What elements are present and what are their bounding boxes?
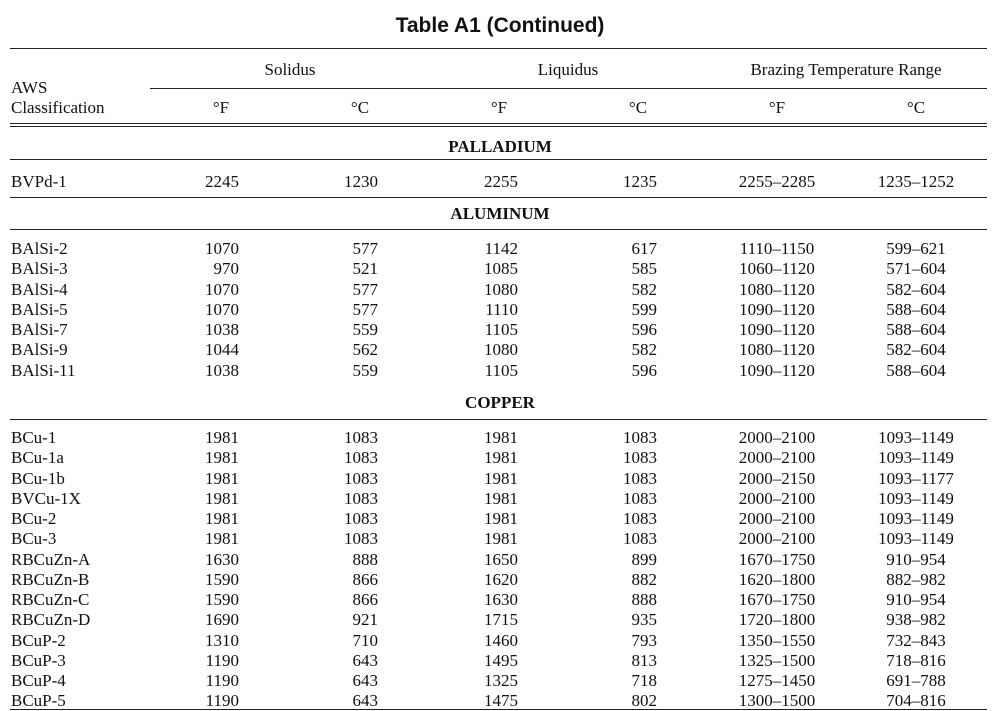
brazing-range-f-cell: 1090–1120 [739, 320, 815, 339]
liquidus-f-cell: 1105 [484, 360, 518, 380]
brazing-range-f-cell: 2000–2150 [738, 468, 816, 488]
liquidus-f-cell: 1981 [484, 428, 518, 447]
solidus-c-cell: 643 [352, 671, 378, 690]
brazing-range-c-cell: 1093–1149 [878, 488, 954, 508]
classification-cell: RBCuZn-B [11, 569, 90, 589]
brazing-range-c-cell: 882–982 [886, 569, 946, 589]
brazing-range-c-cell: 718–816 [886, 650, 946, 670]
brazing-range-c-cell: 599–621 [886, 239, 946, 258]
solidus-f-cell: 1038 [205, 360, 239, 380]
solidus-f-cell: 1190 [205, 691, 239, 711]
solidus-f-cell: 1630 [205, 549, 239, 569]
solidus-c-cell: 921 [352, 610, 378, 630]
brazing-range-f-cell: 2000–2100 [738, 509, 816, 528]
solidus-c-cell: 1083 [344, 428, 378, 447]
table-bottom-rule [10, 709, 987, 710]
liquidus-f-cell: 1981 [484, 468, 518, 488]
solidus-f-cell: 970 [213, 259, 239, 279]
brazing-range-f-cell: 2000–2100 [738, 448, 816, 468]
solidus-f-cell: 1044 [205, 340, 239, 360]
brazing-range-f-cell: 1620–1800 [738, 569, 816, 589]
solidus-c-cell: 562 [352, 340, 378, 360]
solidus-c-cell: 559 [352, 320, 378, 339]
solidus-f-cell: 2245 [205, 172, 239, 191]
classification-cell: BAlSi-11 [11, 360, 76, 380]
liquidus-f-cell: 1620 [484, 569, 518, 589]
liquidus-c-cell: 793 [631, 630, 657, 650]
brazing-range-f-cell: 1300–1500 [738, 691, 816, 711]
solidus-f-cell: 1070 [205, 299, 239, 319]
brazing-range-f-cell: 1090–1120 [739, 360, 815, 380]
brazing-range-f-cell: 1670–1750 [738, 590, 816, 609]
brazing-range-f-cell: 2000–2100 [738, 428, 816, 447]
brazing-range-f-cell: 2000–2100 [738, 529, 816, 549]
unit-header-brazing-c: °C [906, 98, 926, 117]
unit-header-liquidus-f: °F [490, 98, 508, 117]
classification-header-line-1: AWS [11, 78, 48, 97]
liquidus-f-cell: 1080 [484, 340, 518, 360]
classification-cell: BVPd-1 [11, 172, 67, 191]
section-title-aluminum: ALUMINUM [450, 204, 550, 223]
liquidus-c-cell: 888 [631, 590, 657, 609]
brazing-range-c-cell: 588–604 [886, 299, 946, 319]
solidus-c-cell: 521 [352, 259, 378, 279]
brazing-range-c-cell: 910–954 [886, 549, 946, 569]
liquidus-c-cell: 1083 [623, 428, 657, 447]
brazing-range-f-cell: 1080–1120 [739, 279, 815, 299]
brazing-range-c-cell: 910–954 [886, 590, 946, 609]
brazing-range-c-cell: 582–604 [886, 279, 946, 299]
brazing-range-f-cell: 1720–1800 [738, 610, 816, 630]
brazing-range-f-cell: 1670–1750 [738, 549, 816, 569]
classification-cell: RBCuZn-A [11, 549, 91, 569]
brazing-range-c-cell: 691–788 [886, 671, 946, 690]
solidus-c-cell: 866 [352, 569, 378, 589]
brazing-range-c-cell: 732–843 [886, 630, 946, 650]
rule-under-units-b [10, 126, 987, 127]
liquidus-c-cell: 599 [631, 299, 657, 319]
liquidus-f-cell: 1981 [484, 448, 518, 468]
classification-cell: RBCuZn-C [11, 590, 90, 609]
unit-header-brazing-f: °F [768, 98, 786, 117]
liquidus-c-cell: 899 [631, 549, 657, 569]
solidus-c-cell: 577 [352, 299, 378, 319]
brazing-range-f-cell: 2000–2100 [738, 488, 816, 508]
brazing-range-f-cell: 1350–1550 [738, 630, 816, 650]
solidus-c-cell: 866 [352, 590, 378, 609]
brazing-range-c-cell: 1093–1149 [878, 509, 954, 528]
section-rule-top-2 [10, 419, 987, 420]
classification-cell: BCu-1a [11, 448, 64, 468]
solidus-f-cell: 1981 [205, 448, 239, 468]
solidus-c-cell: 1230 [344, 172, 378, 191]
classification-cell: BCu-1 [11, 428, 57, 447]
rule-under-group-headers [150, 88, 987, 89]
classification-cell: RBCuZn-D [11, 610, 91, 630]
liquidus-c-cell: 582 [631, 340, 657, 360]
classification-cell: BAlSi-7 [11, 320, 68, 339]
brazing-range-f-cell: 1060–1120 [739, 259, 815, 279]
liquidus-c-cell: 813 [631, 650, 657, 670]
solidus-f-cell: 1070 [205, 239, 239, 258]
solidus-f-cell: 1190 [205, 650, 239, 670]
solidus-c-cell: 1083 [344, 488, 378, 508]
solidus-c-cell: 1083 [344, 468, 378, 488]
brazing-range-f-cell: 1090–1120 [739, 299, 815, 319]
liquidus-c-cell: 1235 [623, 172, 657, 191]
liquidus-f-cell: 1981 [484, 488, 518, 508]
liquidus-f-cell: 1630 [484, 590, 518, 609]
solidus-c-cell: 1083 [344, 448, 378, 468]
solidus-f-cell: 1981 [205, 428, 239, 447]
brazing-range-c-cell: 938–982 [886, 610, 946, 630]
classification-cell: BAlSi-9 [11, 340, 68, 360]
liquidus-c-cell: 596 [631, 320, 657, 339]
brazing-range-c-cell: 582–604 [886, 340, 946, 360]
brazing-range-c-cell: 1093–1177 [878, 468, 954, 488]
solidus-f-cell: 1981 [205, 509, 239, 528]
brazing-range-c-cell: 588–604 [886, 360, 946, 380]
solidus-c-cell: 643 [352, 650, 378, 670]
liquidus-c-cell: 1083 [623, 468, 657, 488]
liquidus-f-cell: 1981 [484, 529, 518, 549]
classification-cell: BAlSi-2 [11, 239, 68, 258]
solidus-c-cell: 577 [352, 279, 378, 299]
classification-cell: BCuP-2 [11, 630, 66, 650]
classification-cell: BAlSi-4 [11, 279, 68, 299]
liquidus-c-cell: 1083 [623, 448, 657, 468]
solidus-c-cell: 559 [352, 360, 378, 380]
solidus-f-cell: 1981 [205, 488, 239, 508]
liquidus-c-cell: 582 [631, 279, 657, 299]
liquidus-c-cell: 585 [631, 259, 657, 279]
table-title: Table A1 (Continued) [395, 14, 605, 37]
classification-cell: BCu-2 [11, 509, 57, 528]
liquidus-f-cell: 2255 [484, 172, 518, 191]
liquidus-c-cell: 1083 [623, 488, 657, 508]
liquidus-c-cell: 935 [631, 610, 657, 630]
classification-cell: BVCu-1X [11, 488, 81, 508]
unit-header-solidus-c: °C [350, 98, 370, 117]
liquidus-f-cell: 1325 [484, 671, 518, 690]
liquidus-f-cell: 1080 [484, 279, 518, 299]
solidus-f-cell: 1590 [205, 590, 239, 609]
liquidus-c-cell: 1083 [623, 529, 657, 549]
liquidus-c-cell: 802 [631, 691, 657, 711]
solidus-f-cell: 1690 [205, 610, 239, 630]
liquidus-f-cell: 1110 [485, 299, 518, 319]
brazing-range-c-cell: 1093–1149 [878, 529, 954, 549]
classification-cell: BAlSi-3 [11, 259, 68, 279]
solidus-f-cell: 1038 [205, 320, 239, 339]
solidus-f-cell: 1590 [205, 569, 239, 589]
solidus-c-cell: 1083 [344, 509, 378, 528]
solidus-c-cell: 888 [352, 549, 378, 569]
solidus-c-cell: 710 [352, 630, 378, 650]
liquidus-f-cell: 1475 [484, 691, 518, 711]
rule-under-title [10, 48, 987, 49]
unit-header-liquidus-c: °C [628, 98, 648, 117]
brazing-range-c-cell: 571–604 [886, 259, 946, 279]
liquidus-f-cell: 1105 [484, 320, 518, 339]
brazing-range-f-cell: 1110–1150 [739, 239, 815, 258]
liquidus-c-cell: 617 [631, 239, 657, 258]
liquidus-f-cell: 1650 [484, 549, 518, 569]
solidus-f-cell: 1981 [205, 529, 239, 549]
liquidus-f-cell: 1142 [484, 239, 518, 258]
liquidus-c-cell: 1083 [623, 509, 657, 528]
brazing-range-c-cell: 1093–1149 [878, 448, 954, 468]
brazing-range-f-cell: 1325–1500 [738, 650, 816, 670]
section-rule-bottom-0 [10, 197, 987, 198]
liquidus-f-cell: 1460 [484, 630, 518, 650]
classification-cell: BAlSi-5 [11, 299, 68, 319]
liquidus-f-cell: 1715 [484, 610, 518, 630]
classification-header-line-2: Classification [11, 98, 105, 117]
classification-cell: BCu-1b [11, 468, 65, 488]
rule-under-units-a [10, 123, 987, 124]
solidus-f-cell: 1190 [205, 671, 239, 690]
solidus-f-cell: 1310 [205, 630, 239, 650]
brazing-range-c-cell: 1093–1149 [878, 428, 954, 447]
liquidus-c-cell: 718 [631, 671, 657, 690]
section-rule-top-1 [10, 229, 987, 230]
section-title-palladium: PALLADIUM [448, 137, 552, 156]
brazing-range-c-cell: 704–816 [886, 691, 946, 711]
brazing-range-f-cell: 1275–1450 [738, 671, 816, 690]
section-title-copper: COPPER [465, 393, 535, 412]
brazing-range-c-cell: 1235–1252 [877, 172, 955, 191]
solidus-f-cell: 1981 [205, 468, 239, 488]
liquidus-c-cell: 882 [631, 569, 657, 589]
liquidus-header: Liquidus [537, 60, 599, 79]
solidus-f-cell: 1070 [205, 279, 239, 299]
liquidus-f-cell: 1085 [484, 259, 518, 279]
brazing-range-c-cell: 588–604 [886, 320, 946, 339]
section-rule-top-0 [10, 159, 987, 160]
solidus-c-cell: 577 [352, 239, 378, 258]
classification-cell: BCuP-5 [11, 691, 66, 711]
solidus-c-cell: 643 [352, 691, 378, 711]
classification-cell: BCuP-4 [11, 671, 66, 690]
liquidus-c-cell: 596 [631, 360, 657, 380]
classification-cell: BCu-3 [11, 529, 57, 549]
brazing-range-header: Brazing Temperature Range [750, 60, 942, 79]
solidus-c-cell: 1083 [344, 529, 378, 549]
liquidus-f-cell: 1495 [484, 650, 518, 670]
unit-header-solidus-f: °F [212, 98, 230, 117]
classification-cell: BCuP-3 [11, 650, 66, 670]
brazing-range-f-cell: 2255–2285 [738, 172, 816, 191]
brazing-range-f-cell: 1080–1120 [739, 340, 815, 360]
solidus-header: Solidus [264, 60, 316, 79]
liquidus-f-cell: 1981 [484, 509, 518, 528]
